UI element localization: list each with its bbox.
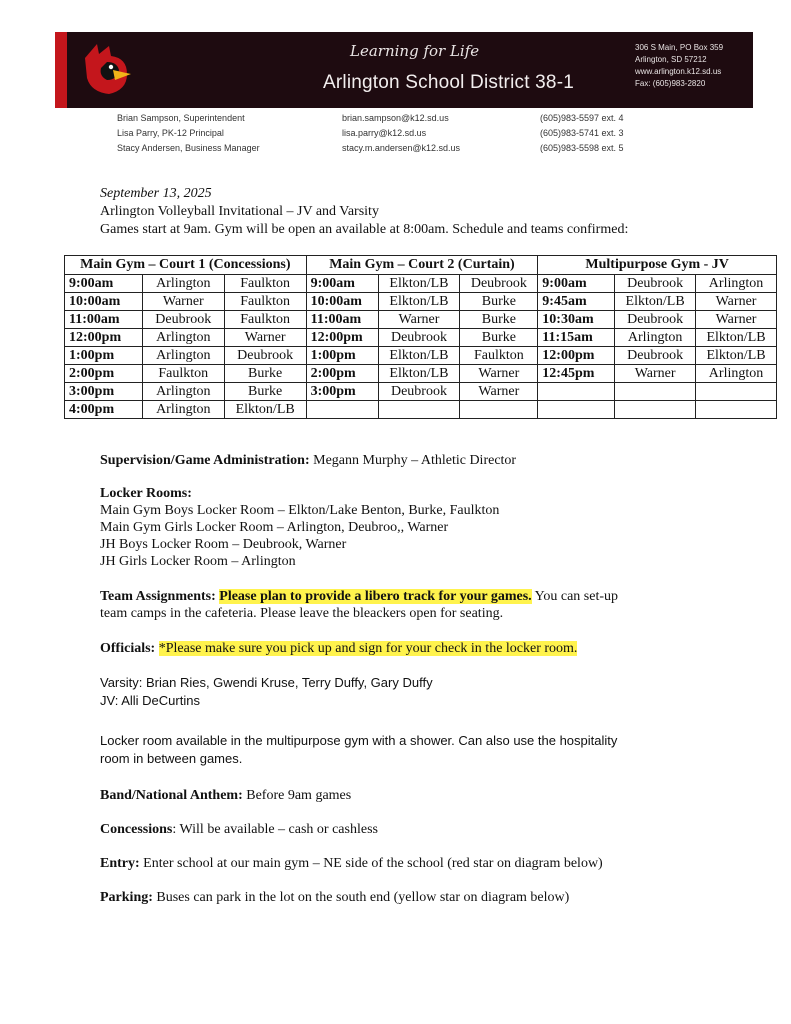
varsity-officials: Varsity: Brian Ries, Gwendi Kruse, Terry Duffy, Gary Duffy — [100, 675, 433, 690]
time-cell: 12:45pm — [538, 365, 615, 383]
team-cell: Faulkton — [142, 365, 224, 383]
time-cell — [538, 401, 615, 419]
table-header-row — [65, 256, 777, 275]
team-cell — [615, 401, 696, 419]
time-cell: 4:00pm — [65, 401, 143, 419]
event-date: September 13, 2025 — [100, 186, 212, 201]
time-cell: 9:45am — [538, 293, 615, 311]
district-address: 306 S Main, PO Box 359 Arlington, SD 57212 www.arlington.k12.sd.us Fax: (605)983-2820 — [635, 43, 724, 88]
time-cell: 9:00am — [538, 275, 615, 293]
team-cell: Arlington — [142, 329, 224, 347]
locker-rooms-heading: Locker Rooms: — [100, 486, 192, 501]
table-row — [65, 311, 777, 329]
team-cell: Faulkton — [224, 275, 306, 293]
court1-header: Main Gym – Court 1 (Concessions) — [65, 256, 307, 275]
time-cell: 1:00pm — [65, 347, 143, 365]
list-item: Main Gym Girls Locker Room – Arlington, Deubroo,, Warner — [100, 520, 449, 535]
time-cell: 9:00am — [306, 275, 378, 293]
officials-section: Officials: *Please make sure you pick up and sign for your check in the locker room. — [100, 641, 578, 656]
team-cell: Faulkton — [224, 293, 306, 311]
team-cell: Deubrook — [378, 329, 460, 347]
staff-row: Stacy Andersen, Business Manager stacy.m.andersen@k12.sd.us (605)983-5598 ext. 5 — [117, 143, 624, 153]
team-cell: Elkton/LB — [378, 365, 460, 383]
team-cell: Faulkton — [224, 311, 306, 329]
time-cell: 12:00pm — [65, 329, 143, 347]
time-cell: 3:00pm — [306, 383, 378, 401]
parking-section: Parking: Buses can park in the lot on the south end (yellow star on diagram below) — [100, 890, 570, 905]
time-cell: 9:00am — [65, 275, 143, 293]
table-row — [65, 383, 777, 401]
team-cell: Elkton/LB — [378, 347, 460, 365]
game-schedule-table — [64, 255, 777, 419]
team-cell: Warner — [224, 329, 306, 347]
team-cell — [460, 401, 538, 419]
supervision-section: Supervision/Game Administration: Megann Murphy – Athletic Director — [100, 453, 517, 468]
team-cell: Warner — [460, 365, 538, 383]
team-cell: Burke — [460, 311, 538, 329]
team-cell: Burke — [460, 293, 538, 311]
team-cell: Warner — [696, 311, 777, 329]
letterhead-banner — [55, 32, 753, 108]
jv-officials: JV: Alli DeCurtins — [100, 693, 200, 708]
time-cell: 3:00pm — [65, 383, 143, 401]
officials-highlight: *Please make sure you pick up and sign for your check in the locker room. — [158, 641, 578, 656]
table-row — [65, 365, 777, 383]
time-cell: 10:00am — [65, 293, 143, 311]
team-cell: Deubrook — [460, 275, 538, 293]
team-cell: Elkton/LB — [224, 401, 306, 419]
district-tagline: Learning for Life — [350, 42, 480, 60]
team-cell: Arlington — [142, 347, 224, 365]
team-assignments-section: Team Assignments: Please plan to provide a libero track for your games. You can set-up team camps in the cafeteria. Please leave the bleackers open for seating. — [100, 589, 619, 621]
team-cell: Warner — [142, 293, 224, 311]
list-item: JH Boys Locker Room – Deubrook, Warner — [100, 537, 347, 552]
time-cell: 12:00pm — [306, 329, 378, 347]
team-cell — [378, 401, 460, 419]
concessions-section: Concessions: Will be available – cash or cashless — [100, 822, 378, 837]
court2-header: Main Gym – Court 2 (Curtain) — [306, 256, 538, 275]
team-cell: Arlington — [696, 275, 777, 293]
time-cell: 2:00pm — [306, 365, 378, 383]
team-cell: Elkton/LB — [378, 293, 460, 311]
team-cell — [696, 401, 777, 419]
team-cell: Warner — [460, 383, 538, 401]
team-cell: Burke — [224, 365, 306, 383]
staff-row: Brian Sampson, Superintendent brian.sampson@k12.sd.us (605)983-5597 ext. 4 — [117, 113, 624, 123]
time-cell: 11:15am — [538, 329, 615, 347]
time-cell: 11:00am — [65, 311, 143, 329]
table-row — [65, 275, 777, 293]
team-cell: Deubrook — [142, 311, 224, 329]
event-intro — [100, 185, 628, 239]
team-cell: Arlington — [615, 329, 696, 347]
team-cell: Elkton/LB — [696, 329, 777, 347]
time-cell — [306, 401, 378, 419]
team-cell: Deubrook — [615, 347, 696, 365]
entry-section: Entry: Enter school at our main gym – NE side of the school (red star on diagram below) — [100, 856, 603, 871]
band-section: Band/National Anthem: Before 9am games — [100, 788, 352, 803]
team-cell — [615, 383, 696, 401]
team-cell: Warner — [696, 293, 777, 311]
locker-note: Locker room available in the multipurpose gym with a shower. Can also use the hospitality room in between games. — [100, 733, 618, 766]
officials-list — [100, 674, 433, 710]
team-cell: Warner — [378, 311, 460, 329]
accent-stripe — [55, 32, 67, 108]
table-row — [65, 329, 777, 347]
team-cell: Elkton/LB — [615, 293, 696, 311]
team-cell: Elkton/LB — [696, 347, 777, 365]
team-cell — [696, 383, 777, 401]
team-cell: Deubrook — [615, 311, 696, 329]
team-cell: Elkton/LB — [378, 275, 460, 293]
table-row — [65, 347, 777, 365]
event-title: Arlington Volleyball Invitational – JV and Varsity — [100, 204, 379, 219]
time-cell: 10:30am — [538, 311, 615, 329]
staff-row: Lisa Parry, PK-12 Principal lisa.parry@k12.sd.us (605)983-5741 ext. 3 — [117, 128, 624, 138]
team-cell: Deubrook — [224, 347, 306, 365]
team-cell: Arlington — [142, 401, 224, 419]
time-cell: 12:00pm — [538, 347, 615, 365]
team-cell: Arlington — [142, 275, 224, 293]
team-cell: Arlington — [142, 383, 224, 401]
team-cell: Faulkton — [460, 347, 538, 365]
team-cell: Burke — [460, 329, 538, 347]
staff-directory — [117, 111, 677, 156]
team-cell: Arlington — [696, 365, 777, 383]
table-row — [65, 401, 777, 419]
time-cell: 2:00pm — [65, 365, 143, 383]
time-cell — [538, 383, 615, 401]
time-cell: 11:00am — [306, 311, 378, 329]
team-cell: Warner — [615, 365, 696, 383]
time-cell: 10:00am — [306, 293, 378, 311]
locker-rooms-section — [100, 485, 499, 570]
team-cell: Burke — [224, 383, 306, 401]
cardinal-icon — [77, 40, 137, 100]
team-cell: Deubrook — [615, 275, 696, 293]
event-note: Games start at 9am. Gym will be open an available at 8:00am. Schedule and teams confirmed: — [100, 222, 629, 237]
libero-highlight: Please plan to provide a libero track for your games. — [219, 589, 532, 604]
list-item: JH Girls Locker Room – Arlington — [100, 554, 296, 569]
jv-gym-header: Multipurpose Gym - JV — [538, 256, 777, 275]
table-row — [65, 293, 777, 311]
team-cell: Deubrook — [378, 383, 460, 401]
district-name: Arlington School District 38-1 — [323, 72, 574, 93]
time-cell: 1:00pm — [306, 347, 378, 365]
list-item: Main Gym Boys Locker Room – Elkton/Lake Benton, Burke, Faulkton — [100, 503, 500, 518]
